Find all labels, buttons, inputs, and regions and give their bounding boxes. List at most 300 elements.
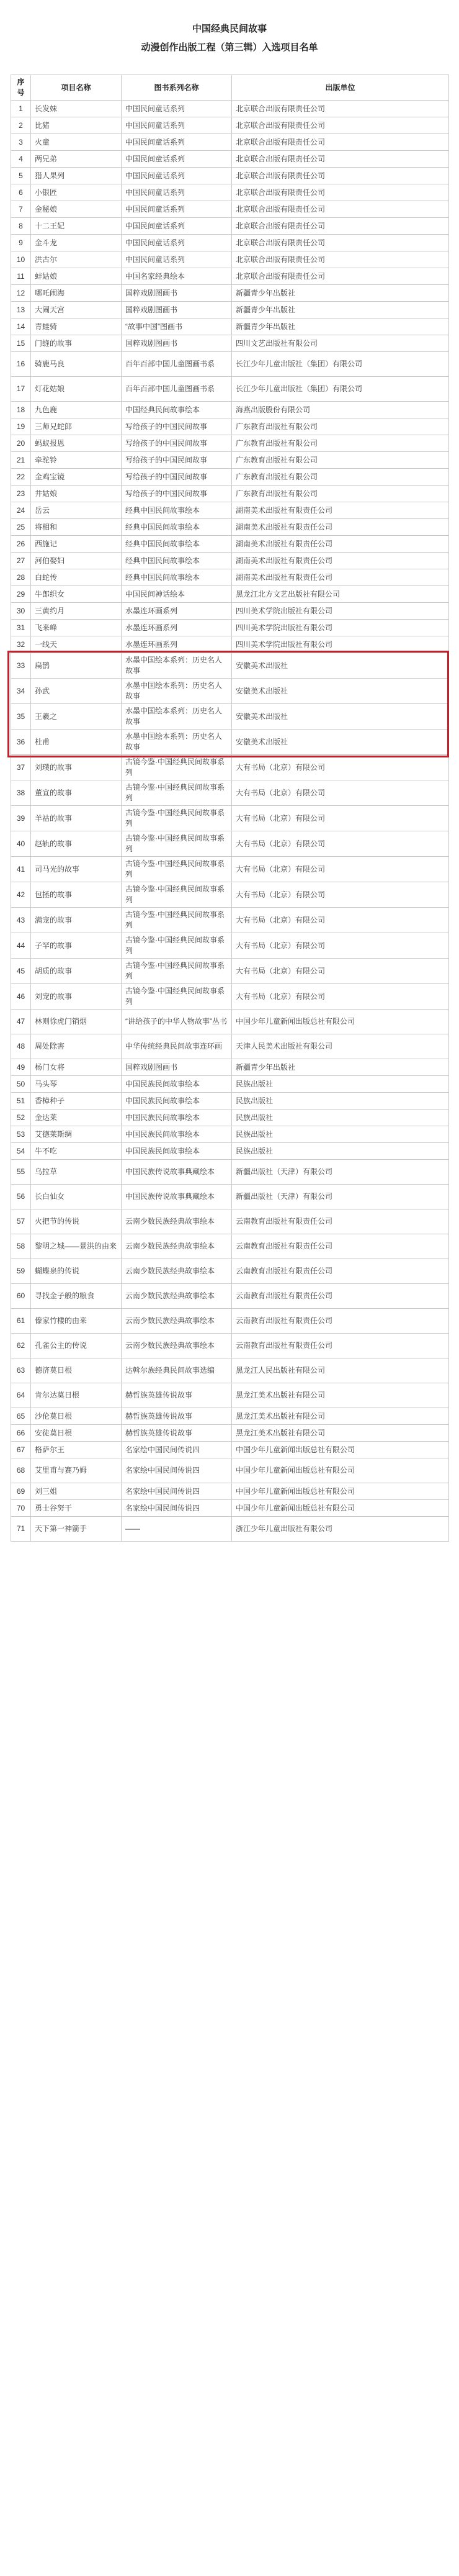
cell-index: 71 — [11, 1517, 31, 1542]
cell-project-name: 门缝的故事 — [31, 335, 122, 352]
table-row — [11, 268, 449, 285]
cell-index: 38 — [11, 780, 31, 806]
table-header-row — [11, 75, 449, 101]
cell-series-name: 赫哲族英雄传说故事 — [122, 1425, 232, 1442]
cell-series-name: 水墨连环画系列 — [122, 636, 232, 653]
cell-project-name: 青蛙骑 — [31, 319, 122, 335]
cell-index: 3 — [11, 134, 31, 151]
cell-series-name: 古镜今鉴·中国经典民间故事系列 — [122, 933, 232, 959]
cell-publisher: 北京联合出版有限责任公司 — [232, 134, 449, 151]
cell-publisher: 广东教育出版社有限公司 — [232, 469, 449, 486]
cell-project-name: 孙武 — [31, 679, 122, 704]
cell-index: 59 — [11, 1259, 31, 1284]
cell-publisher: 民族出版社 — [232, 1109, 449, 1126]
cell-index: 32 — [11, 636, 31, 653]
cell-index: 26 — [11, 536, 31, 553]
cell-series-name: 中国民族民间故事绘本 — [122, 1093, 232, 1109]
cell-index: 5 — [11, 168, 31, 184]
cell-index: 6 — [11, 184, 31, 201]
cell-project-name: 长发妹 — [31, 101, 122, 117]
table-row — [11, 586, 449, 603]
cell-publisher: 湖南美术出版社有限责任公司 — [232, 536, 449, 553]
cell-publisher: 民族出版社 — [232, 1076, 449, 1093]
cell-series-name: 中国民间童话系列 — [122, 168, 232, 184]
table-row — [11, 1334, 449, 1358]
cell-series-name: 古镜今鉴·中国经典民间故事系列 — [122, 959, 232, 984]
cell-publisher: 民族出版社 — [232, 1143, 449, 1160]
table-row — [11, 1500, 449, 1517]
cell-index: 22 — [11, 469, 31, 486]
table-row — [11, 1059, 449, 1076]
cell-project-name: 满宠的故事 — [31, 908, 122, 933]
cell-index: 17 — [11, 377, 31, 402]
table-row — [11, 1076, 449, 1093]
cell-publisher: 湖南美术出版社有限责任公司 — [232, 569, 449, 586]
table-row — [11, 1284, 449, 1309]
table-row — [11, 1425, 449, 1442]
cell-index: 13 — [11, 302, 31, 319]
cell-index: 43 — [11, 908, 31, 933]
cell-series-name: 写给孩子的中国民间故事 — [122, 418, 232, 435]
cell-project-name: 香樟种子 — [31, 1093, 122, 1109]
header-series-name: 图书系列名称 — [122, 75, 232, 101]
table-row — [11, 857, 449, 882]
cell-project-name: 比猪 — [31, 117, 122, 134]
cell-publisher: 新疆出版社（天津）有限公司 — [232, 1185, 449, 1209]
cell-publisher: 安徽美术出版社 — [232, 679, 449, 704]
cell-publisher: 云南教育出版社有限责任公司 — [232, 1234, 449, 1259]
cell-project-name: 猎人果列 — [31, 168, 122, 184]
cell-publisher: 新疆青少年出版社 — [232, 1059, 449, 1076]
cell-index: 69 — [11, 1483, 31, 1500]
cell-project-name: 刘璞的故事 — [31, 755, 122, 780]
cell-project-name: 肯尔达莫日根 — [31, 1383, 122, 1408]
cell-project-name: 大闹天宫 — [31, 302, 122, 319]
table-row — [11, 1234, 449, 1259]
cell-project-name: 羊祜的故事 — [31, 806, 122, 831]
cell-publisher: 北京联合出版有限责任公司 — [232, 268, 449, 285]
cell-series-name: —— — [122, 1517, 232, 1542]
table-row — [11, 1517, 449, 1542]
cell-series-name: 古镜今鉴·中国经典民间故事系列 — [122, 831, 232, 857]
cell-series-name: 中国民间童话系列 — [122, 117, 232, 134]
cell-series-name: 写给孩子的中国民间故事 — [122, 469, 232, 486]
cell-index: 1 — [11, 101, 31, 117]
table-row — [11, 1010, 449, 1034]
cell-series-name: 水墨连环画系列 — [122, 603, 232, 620]
cell-index: 42 — [11, 882, 31, 908]
table-row — [11, 377, 449, 402]
cell-index: 53 — [11, 1126, 31, 1143]
cell-series-name: 中国民族民间故事绘本 — [122, 1076, 232, 1093]
cell-project-name: 飞来峰 — [31, 620, 122, 636]
cell-project-name: 林则徐虎门销烟 — [31, 1010, 122, 1034]
cell-publisher: 大有书局（北京）有限公司 — [232, 933, 449, 959]
table-row — [11, 201, 449, 218]
cell-series-name: 云南少数民族经典故事绘本 — [122, 1334, 232, 1358]
cell-index: 9 — [11, 235, 31, 251]
cell-project-name: 井姑娘 — [31, 486, 122, 502]
table-row — [11, 151, 449, 168]
cell-index: 11 — [11, 268, 31, 285]
cell-publisher: 长江少年儿童出版社（集团）有限公司 — [232, 352, 449, 377]
cell-publisher: 广东教育出版社有限公司 — [232, 486, 449, 502]
cell-publisher: 四川美术学院出版社有限公司 — [232, 620, 449, 636]
table-row — [11, 435, 449, 452]
cell-series-name: “故事中国”图画书 — [122, 319, 232, 335]
cell-series-name: 中国民间童话系列 — [122, 201, 232, 218]
cell-publisher: 长江少年儿童出版社（集团）有限公司 — [232, 377, 449, 402]
cell-project-name: 子罕的故事 — [31, 933, 122, 959]
cell-index: 36 — [11, 730, 31, 755]
table-row — [11, 335, 449, 352]
table-row — [11, 653, 449, 679]
cell-project-name: 扁鹊 — [31, 653, 122, 679]
table-row — [11, 984, 449, 1010]
cell-publisher: 民族出版社 — [232, 1126, 449, 1143]
cell-index: 66 — [11, 1425, 31, 1442]
cell-project-name: 哪吒闹海 — [31, 285, 122, 302]
table-row — [11, 620, 449, 636]
cell-publisher: 中国少年儿童新闻出版总社有限公司 — [232, 1442, 449, 1458]
cell-index: 40 — [11, 831, 31, 857]
cell-project-name: 西施记 — [31, 536, 122, 553]
cell-project-name: 乌拉草 — [31, 1160, 122, 1185]
cell-publisher: 中国少年儿童新闻出版总社有限公司 — [232, 1458, 449, 1483]
cell-series-name: 古镜今鉴·中国经典民间故事系列 — [122, 755, 232, 780]
cell-series-name: 经典中国民间故事绘本 — [122, 519, 232, 536]
cell-series-name: 中国民间童话系列 — [122, 251, 232, 268]
cell-index: 55 — [11, 1160, 31, 1185]
cell-project-name: 天下第一神箭手 — [31, 1517, 122, 1542]
project-list-table — [11, 75, 449, 1542]
table-row — [11, 302, 449, 319]
cell-publisher: 湖南美术出版社有限责任公司 — [232, 502, 449, 519]
cell-series-name: 古镜今鉴·中国经典民间故事系列 — [122, 780, 232, 806]
cell-series-name: 名家绘中国民间传说四 — [122, 1458, 232, 1483]
table-row — [11, 569, 449, 586]
table-row — [11, 519, 449, 536]
cell-index: 60 — [11, 1284, 31, 1309]
cell-index: 10 — [11, 251, 31, 268]
project-list-table-wrapper — [11, 75, 448, 1542]
cell-publisher: 广东教育出版社有限公司 — [232, 418, 449, 435]
cell-series-name: 中华传统经典民间故事连环画 — [122, 1034, 232, 1059]
cell-publisher: 云南教育出版社有限责任公司 — [232, 1259, 449, 1284]
cell-index: 45 — [11, 959, 31, 984]
table-row — [11, 285, 449, 302]
cell-index: 21 — [11, 452, 31, 469]
table-row — [11, 235, 449, 251]
cell-index: 48 — [11, 1034, 31, 1059]
cell-index: 41 — [11, 857, 31, 882]
table-row — [11, 1143, 449, 1160]
table-row — [11, 218, 449, 235]
cell-series-name: 名家绘中国民间传说四 — [122, 1500, 232, 1517]
table-row — [11, 402, 449, 418]
cell-index: 61 — [11, 1309, 31, 1334]
cell-index: 49 — [11, 1059, 31, 1076]
cell-series-name: 中国民间神话绘本 — [122, 586, 232, 603]
cell-publisher: 北京联合出版有限责任公司 — [232, 201, 449, 218]
cell-series-name: 水墨连环画系列 — [122, 620, 232, 636]
cell-project-name: 赵轨的故事 — [31, 831, 122, 857]
cell-project-name: 牛郎织女 — [31, 586, 122, 603]
cell-project-name: 三师兄蛇郎 — [31, 418, 122, 435]
cell-publisher: 大有书局（北京）有限公司 — [232, 857, 449, 882]
cell-index: 23 — [11, 486, 31, 502]
cell-publisher: 北京联合出版有限责任公司 — [232, 235, 449, 251]
cell-publisher: 大有书局（北京）有限公司 — [232, 959, 449, 984]
table-row — [11, 806, 449, 831]
cell-publisher: 中国少年儿童新闻出版总社有限公司 — [232, 1500, 449, 1517]
cell-series-name: 古镜今鉴·中国经典民间故事系列 — [122, 857, 232, 882]
cell-publisher: 四川美术学院出版社有限公司 — [232, 603, 449, 620]
cell-index: 37 — [11, 755, 31, 780]
cell-publisher: 广东教育出版社有限公司 — [232, 435, 449, 452]
table-row — [11, 1358, 449, 1383]
cell-project-name: 司马光的故事 — [31, 857, 122, 882]
cell-publisher: 北京联合出版有限责任公司 — [232, 101, 449, 117]
cell-index: 50 — [11, 1076, 31, 1093]
table-row — [11, 704, 449, 730]
cell-series-name: 云南少数民族经典故事绘本 — [122, 1209, 232, 1234]
cell-series-name: 中国民间童话系列 — [122, 151, 232, 168]
table-row — [11, 452, 449, 469]
cell-project-name: 寻找金子般的粮食 — [31, 1284, 122, 1309]
cell-series-name: “讲给孩子的中华人物故事”丛书 — [122, 1010, 232, 1034]
table-row — [11, 1209, 449, 1234]
table-row — [11, 636, 449, 653]
table-row — [11, 469, 449, 486]
document-subtitle: 动漫创作出版工程（第三辑）入选项目名单 — [141, 42, 318, 53]
cell-index: 52 — [11, 1109, 31, 1126]
table-row — [11, 1126, 449, 1143]
cell-series-name: 古镜今鉴·中国经典民间故事系列 — [122, 882, 232, 908]
cell-publisher: 海燕出版股份有限公司 — [232, 402, 449, 418]
cell-publisher: 北京联合出版有限责任公司 — [232, 151, 449, 168]
cell-project-name: 蚂蚁报恩 — [31, 435, 122, 452]
cell-series-name: 云南少数民族经典故事绘本 — [122, 1284, 232, 1309]
cell-series-name: 云南少数民族经典故事绘本 — [122, 1309, 232, 1334]
cell-project-name: 十二王妃 — [31, 218, 122, 235]
cell-publisher: 黑龙江人民出版社有限公司 — [232, 1358, 449, 1383]
cell-project-name: 王羲之 — [31, 704, 122, 730]
cell-index: 46 — [11, 984, 31, 1010]
cell-publisher: 新疆青少年出版社 — [232, 302, 449, 319]
cell-index: 34 — [11, 679, 31, 704]
cell-publisher: 安徽美术出版社 — [232, 730, 449, 755]
cell-index: 44 — [11, 933, 31, 959]
cell-project-name: 傣家竹楼的由来 — [31, 1309, 122, 1334]
cell-publisher: 新疆出版社（天津）有限公司 — [232, 1160, 449, 1185]
table-row — [11, 679, 449, 704]
cell-series-name: 中国民间童话系列 — [122, 184, 232, 201]
cell-index: 62 — [11, 1334, 31, 1358]
header-project-name: 项目名称 — [31, 75, 122, 101]
cell-series-name: 云南少数民族经典故事绘本 — [122, 1234, 232, 1259]
cell-index: 30 — [11, 603, 31, 620]
cell-index: 20 — [11, 435, 31, 452]
cell-series-name: 中国民族民间故事绘本 — [122, 1126, 232, 1143]
cell-project-name: 金斗龙 — [31, 235, 122, 251]
cell-project-name: 骑鹿马良 — [31, 352, 122, 377]
cell-project-name: 孔雀公主的传说 — [31, 1334, 122, 1358]
table-row — [11, 1259, 449, 1284]
cell-index: 19 — [11, 418, 31, 435]
cell-series-name: 水墨中国绘本系列：历史名人故事 — [122, 679, 232, 704]
cell-publisher: 大有书局（北京）有限公司 — [232, 780, 449, 806]
cell-series-name: 古镜今鉴·中国经典民间故事系列 — [122, 806, 232, 831]
table-row — [11, 1458, 449, 1483]
cell-index: 4 — [11, 151, 31, 168]
cell-project-name: 周处除害 — [31, 1034, 122, 1059]
cell-series-name: 写给孩子的中国民间故事 — [122, 486, 232, 502]
table-body — [11, 101, 449, 1542]
cell-index: 25 — [11, 519, 31, 536]
cell-series-name: 水墨中国绘本系列：历史名人故事 — [122, 730, 232, 755]
cell-publisher: 北京联合出版有限责任公司 — [232, 184, 449, 201]
cell-project-name: 九色鹿 — [31, 402, 122, 418]
cell-project-name: 包拯的故事 — [31, 882, 122, 908]
cell-publisher: 北京联合出版有限责任公司 — [232, 117, 449, 134]
table-row — [11, 418, 449, 435]
cell-project-name: 黎明之城——景洪的由来 — [31, 1234, 122, 1259]
table-row — [11, 251, 449, 268]
cell-project-name: 勇士谷努干 — [31, 1500, 122, 1517]
cell-series-name: 国粹戏剧图画书 — [122, 1059, 232, 1076]
cell-series-name: 中国民族民间故事绘本 — [122, 1143, 232, 1160]
cell-publisher: 湖南美术出版社有限责任公司 — [232, 519, 449, 536]
cell-publisher: 北京联合出版有限责任公司 — [232, 218, 449, 235]
cell-index: 39 — [11, 806, 31, 831]
table-row — [11, 959, 449, 984]
cell-publisher: 黑龙江美术出版社有限公司 — [232, 1425, 449, 1442]
cell-index: 64 — [11, 1383, 31, 1408]
cell-project-name: 格萨尔王 — [31, 1442, 122, 1458]
cell-series-name: 经典中国民间故事绘本 — [122, 553, 232, 569]
cell-index: 54 — [11, 1143, 31, 1160]
cell-publisher: 云南教育出版社有限责任公司 — [232, 1209, 449, 1234]
cell-series-name: 经典中国民间故事绘本 — [122, 502, 232, 519]
cell-series-name: 中国民族民间故事绘本 — [122, 1109, 232, 1126]
cell-publisher: 大有书局（北京）有限公司 — [232, 984, 449, 1010]
cell-publisher: 大有书局（北京）有限公司 — [232, 831, 449, 857]
cell-series-name: 国粹戏剧图画书 — [122, 285, 232, 302]
cell-project-name: 三黄约月 — [31, 603, 122, 620]
cell-publisher: 广东教育出版社有限公司 — [232, 452, 449, 469]
cell-index: 33 — [11, 653, 31, 679]
cell-publisher: 云南教育出版社有限责任公司 — [232, 1284, 449, 1309]
cell-series-name: 国粹戏剧图画书 — [122, 335, 232, 352]
cell-index: 14 — [11, 319, 31, 335]
cell-publisher: 新疆青少年出版社 — [232, 285, 449, 302]
table-row — [11, 1093, 449, 1109]
document-header — [0, 0, 459, 57]
cell-series-name: 中国名家经典绘本 — [122, 268, 232, 285]
cell-series-name: 中国民族传说故事典藏绘本 — [122, 1160, 232, 1185]
cell-publisher: 四川文艺出版社有限公司 — [232, 335, 449, 352]
cell-project-name: 杨门女将 — [31, 1059, 122, 1076]
cell-project-name: 金达莱 — [31, 1109, 122, 1126]
cell-project-name: 刘宠的故事 — [31, 984, 122, 1010]
cell-project-name: 一线天 — [31, 636, 122, 653]
cell-index: 51 — [11, 1093, 31, 1109]
cell-index: 29 — [11, 586, 31, 603]
cell-series-name: 达斡尔族经典民间故事选编 — [122, 1358, 232, 1383]
table-row — [11, 134, 449, 151]
cell-publisher: 新疆青少年出版社 — [232, 319, 449, 335]
table-row — [11, 1309, 449, 1334]
cell-index: 47 — [11, 1010, 31, 1034]
table-row — [11, 553, 449, 569]
table-row — [11, 184, 449, 201]
cell-publisher: 北京联合出版有限责任公司 — [232, 251, 449, 268]
cell-publisher: 北京联合出版有限责任公司 — [232, 168, 449, 184]
cell-index: 18 — [11, 402, 31, 418]
cell-series-name: 赫哲族英雄传说故事 — [122, 1408, 232, 1425]
cell-index: 28 — [11, 569, 31, 586]
cell-series-name: 中国经典民间故事绘本 — [122, 402, 232, 418]
table-row — [11, 117, 449, 134]
table-row — [11, 882, 449, 908]
cell-publisher: 大有书局（北京）有限公司 — [232, 806, 449, 831]
cell-series-name: 中国民间童话系列 — [122, 134, 232, 151]
cell-series-name: 云南少数民族经典故事绘本 — [122, 1259, 232, 1284]
cell-project-name: 岳云 — [31, 502, 122, 519]
cell-index: 31 — [11, 620, 31, 636]
cell-index: 24 — [11, 502, 31, 519]
cell-series-name: 赫哲族英雄传说故事 — [122, 1383, 232, 1408]
cell-index: 67 — [11, 1442, 31, 1458]
table-row — [11, 1442, 449, 1458]
cell-project-name: 火把节的传说 — [31, 1209, 122, 1234]
cell-index: 70 — [11, 1500, 31, 1517]
cell-publisher: 湖南美术出版社有限责任公司 — [232, 553, 449, 569]
cell-index: 35 — [11, 704, 31, 730]
table-row — [11, 1160, 449, 1185]
cell-series-name: 水墨中国绘本系列：历史名人故事 — [122, 653, 232, 679]
cell-project-name: 蚌姑娘 — [31, 268, 122, 285]
table-row — [11, 502, 449, 519]
table-row — [11, 1483, 449, 1500]
cell-index: 58 — [11, 1234, 31, 1259]
table-row — [11, 536, 449, 553]
cell-publisher: 四川美术学院出版社有限公司 — [232, 636, 449, 653]
cell-series-name: 水墨中国绘本系列：历史名人故事 — [122, 704, 232, 730]
table-row — [11, 1408, 449, 1425]
cell-project-name: 牵驼铃 — [31, 452, 122, 469]
cell-publisher: 天津人民美术出版社有限公司 — [232, 1034, 449, 1059]
cell-series-name: 百年百部中国儿童图画书系 — [122, 377, 232, 402]
cell-index: 57 — [11, 1209, 31, 1234]
table-row — [11, 730, 449, 755]
cell-index: 2 — [11, 117, 31, 134]
table-row — [11, 101, 449, 117]
table-row — [11, 1109, 449, 1126]
cell-project-name: 马头琴 — [31, 1076, 122, 1093]
cell-project-name: 河伯娶妇 — [31, 553, 122, 569]
cell-project-name: 牛不吃 — [31, 1143, 122, 1160]
cell-series-name: 写给孩子的中国民间故事 — [122, 435, 232, 452]
cell-project-name: 艾里甫与赛乃姆 — [31, 1458, 122, 1483]
table-row — [11, 831, 449, 857]
cell-series-name: 名家绘中国民间传说四 — [122, 1483, 232, 1500]
cell-series-name: 经典中国民间故事绘本 — [122, 569, 232, 586]
cell-index: 68 — [11, 1458, 31, 1483]
cell-publisher: 安徽美术出版社 — [232, 704, 449, 730]
cell-series-name: 经典中国民间故事绘本 — [122, 536, 232, 553]
